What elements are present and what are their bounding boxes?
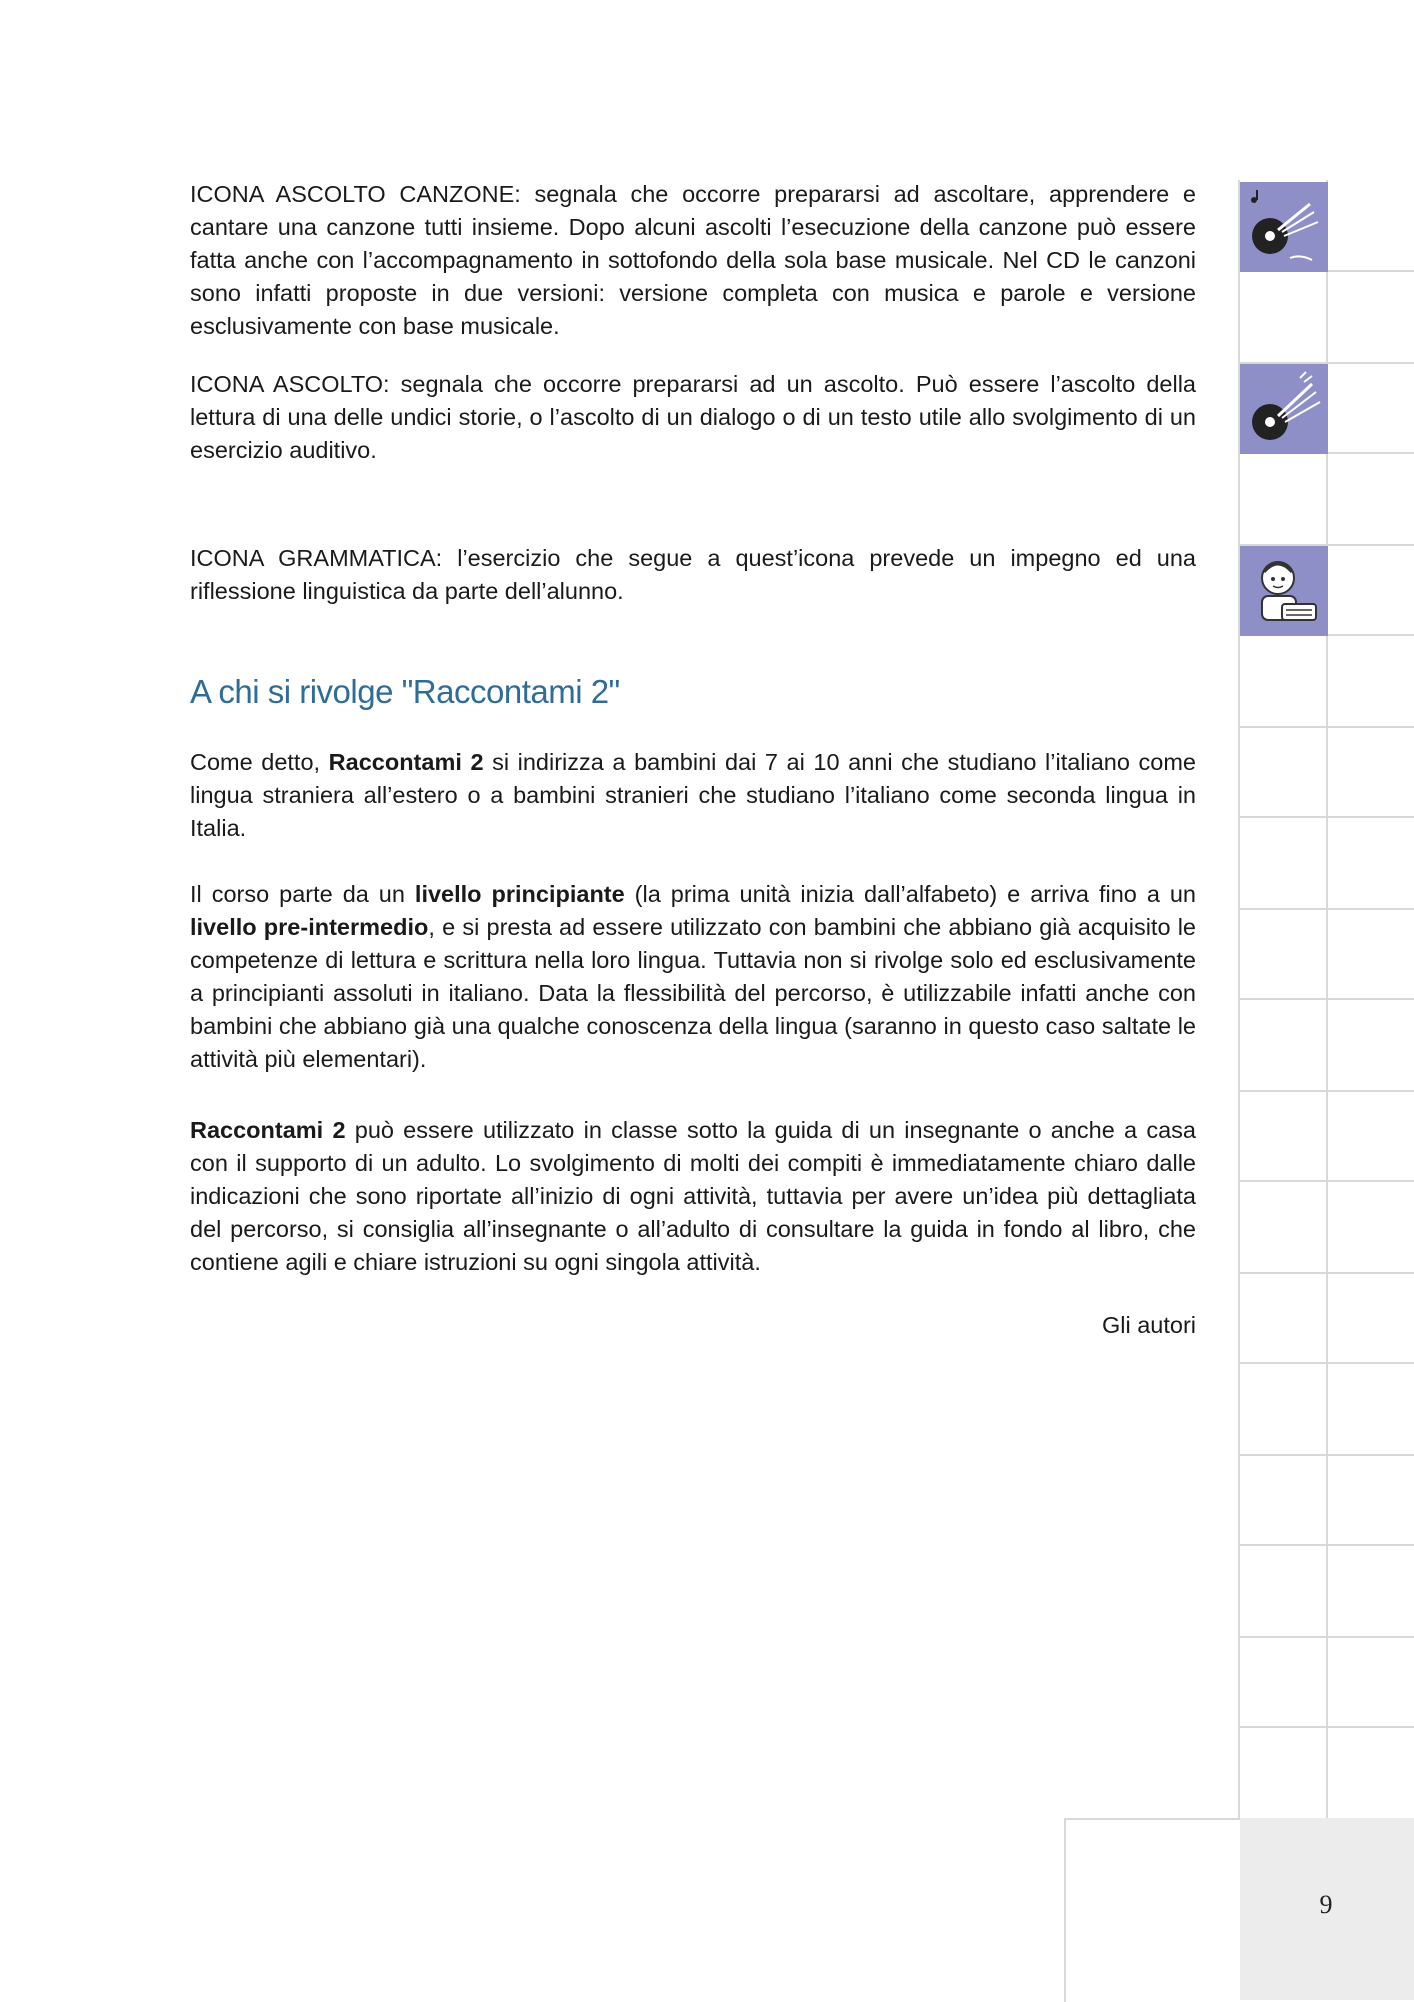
page-number: 9	[1319, 1890, 1333, 1919]
song-icon-description: ICONA ASCOLTO CANZONE: segnala che occorre prepararsi ad ascoltare, apprendere e cantare una canzone tutti insieme. Dopo alcuni ascolti l’esecuzione della canzone può essere fatta anche con l’accompagnamento in sottofondo della sola base musicale. Nel CD le canzoni sono infatti proposte in due versioni: versione completa con musica e parole e versione esclusivamente con base musicale.	[190, 181, 1196, 339]
grid-line	[1238, 1180, 1414, 1182]
footer-panel	[1064, 1818, 1414, 2000]
grid-line	[1238, 1636, 1414, 1638]
listening-icon-description: ICONA ASCOLTO: segnala che occorre prepararsi ad un ascolto. Può essere l’ascolto della lettura di una delle undici storie, o l’ascolto di un dialogo o di un testo utile allo svolgimento di un esercizio auditivo.	[190, 371, 1196, 463]
grid-line	[1238, 1454, 1414, 1456]
section-heading: A chi si rivolge "Raccontami 2"	[190, 673, 620, 710]
song-listening-icon	[1240, 182, 1328, 272]
grid-line	[1238, 998, 1414, 1000]
grid-line	[1238, 816, 1414, 818]
signature: Gli autori	[1101, 1312, 1196, 1338]
grid-line	[1238, 1362, 1414, 1364]
grid-line	[1238, 1090, 1414, 1092]
audience-paragraph: Come detto, Raccontami 2 si indirizza a bambini dai 7 ai 10 anni che studiano l’italiano come lingua straniera all’estero o a bambini stranieri che studiano l’italiano come seconda lingua in Italia.	[190, 749, 1196, 841]
grid-line	[1238, 726, 1414, 728]
grid-line	[1238, 1272, 1414, 1274]
grammar-icon	[1240, 546, 1328, 636]
grammar-icon-description: ICONA GRAMMATICA: l’esercizio che segue a quest’icona prevede un impegno ed una riflessione linguistica da parte dell’alunno.	[190, 545, 1196, 604]
usage-paragraph: Raccontami 2 può essere utilizzato in classe sotto la guida di un insegnante o anche a casa con il supporto di un adulto. Lo svolgimento di molti dei compiti è immediatamente chiaro dalle indicazioni che sono riportate all’inizio di ogni attività, tuttavia per avere un’idea più dettagliata del percorso, si consiglia all’insegnante o all’adulto di consultare la guida in fondo al libro, che contiene agili e chiare istruzioni su ogni singola attività.	[190, 1117, 1196, 1275]
level-paragraph: Il corso parte da un livello principiante (la prima unità inizia dall’alfabeto) e arriva fino a un livello pre-intermedio, e si presta ad essere utilizzato con bambini che abbiano già acquisito le competenze di lettura e scrittura nella loro lingua. Tuttavia non si rivolge solo ed esclusivamente a principianti assoluti in italiano. Data la flessibilità del percorso, è utilizzabile infatti anche con bambini che abbiano già una qualche conoscenza della lingua (saranno in questo caso saltate le attività più elementari).	[190, 881, 1196, 1072]
grid-line	[1238, 1544, 1414, 1546]
grid-line	[1238, 1726, 1414, 1728]
footer-blank-cell	[1064, 1818, 1240, 2002]
grid-line	[1238, 908, 1414, 910]
listening-icon	[1240, 364, 1328, 454]
